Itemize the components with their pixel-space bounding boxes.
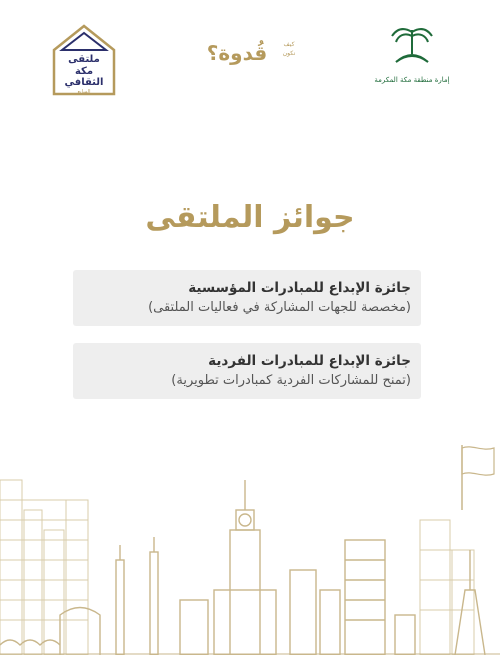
award-title: جائزة الإبداع للمبادرات المؤسسية	[188, 280, 411, 296]
forum-logo-edition: السابع	[77, 89, 91, 95]
award-title: جائزة الإبداع للمبادرات الفردية	[208, 353, 411, 369]
award-description: (تمنح للمشاركات الفردية كمبادرات تطويرية)	[171, 373, 411, 388]
palm-swords-emblem-icon	[372, 20, 452, 90]
qudwa-logo-main: قُدوة؟	[206, 41, 268, 65]
award-card-institutional	[73, 270, 421, 326]
forum-logo-line-2: مكة	[74, 66, 94, 77]
page-title: جوائز الملتقى	[145, 200, 355, 235]
makkah-skyline-illustration-icon	[0, 440, 500, 655]
qudwa-logo	[193, 32, 305, 72]
flag-icon	[462, 445, 494, 510]
qudwa-logo-small-bottom: نكون	[282, 50, 296, 57]
forum-logo-line-3: الثقافي	[64, 77, 104, 88]
forum-logo-line-1: ملتقى	[68, 54, 100, 65]
award-description: (مخصصة للجهات المشاركة في فعاليات الملتقى)	[148, 300, 411, 315]
forum-logo	[50, 22, 118, 98]
qudwa-logo-small-top: كيف	[283, 41, 295, 48]
emblem-caption: إمارة منطقة مكة المكرمة	[374, 76, 450, 84]
award-card-individual	[73, 343, 421, 399]
